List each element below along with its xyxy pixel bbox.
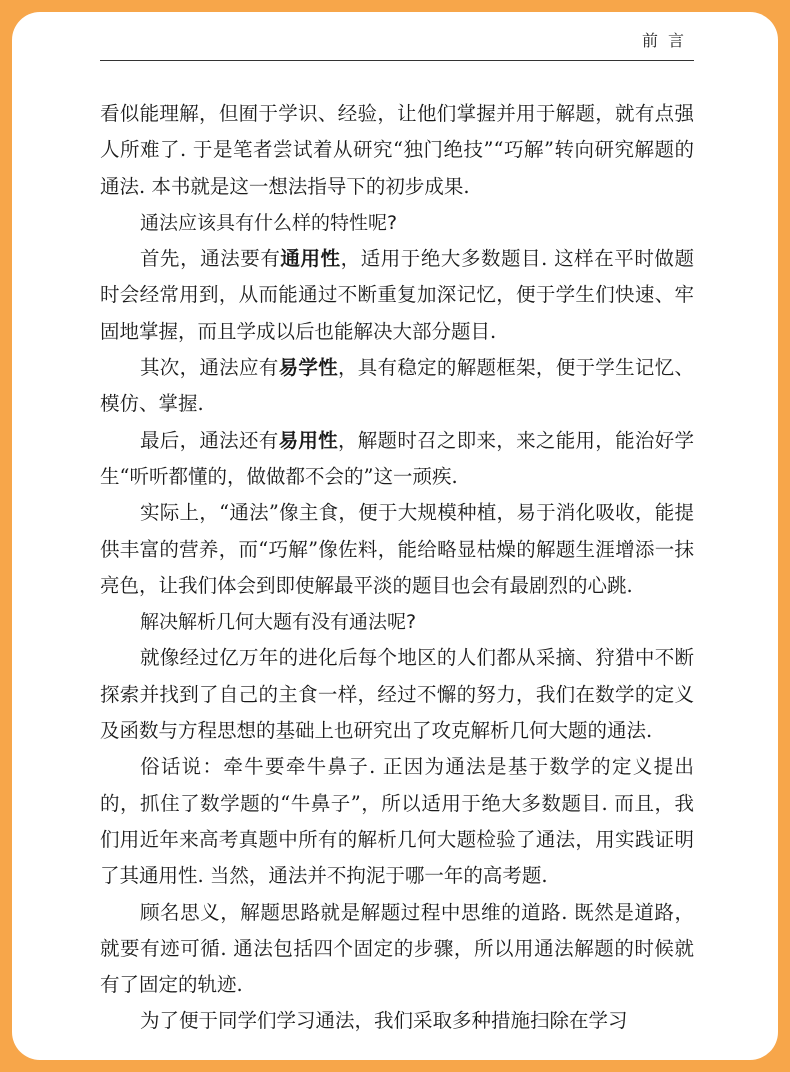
section-header: 前言 (641, 31, 694, 50)
document-page (12, 12, 778, 1060)
paragraph-generality: 首先，通法要有通用性，适用于绝大多数题目. 这样在平时做题时会经常用到，从而能通过不断重复加深记忆，便于学生们快速、牢固地掌握，而且学成以后也能解决大部分题目. (100, 247, 694, 343)
paragraph-proverb: 俗话说：牵牛要牵牛鼻子. 正因为通法是基于数学的定义提出的，抓住了数学题的“牛鼻子”，所以适用于绝大多数题目. 而且，我们用近年来高考真题中所有的解析几何大题检验了通法，用实践证明了其通用性. 当然，通法并不拘泥于哪一年的高考题. (100, 755, 694, 888)
document-body (100, 96, 694, 1040)
header-rule (100, 60, 694, 61)
question-heading-analytic-geometry: 解决解析几何大题有没有通法呢? (140, 611, 417, 634)
paragraph-continuation: 看似能理解，但囿于学识、经验，让他们掌握并用于解题，就有点强人所难了. 于是笔者尝试着从研究“独门绝技”“巧解”转向研究解题的通法. 本书就是这一想法指导下的初步成果. (100, 102, 694, 198)
paragraph-learnability: 其次，通法应有易学性，具有稳定的解题框架，便于学生记忆、模仿、掌握. (100, 356, 694, 416)
paragraph-usability: 最后，通法还有易用性，解题时召之即来，来之能用，能治好学生“听听都懂的，做做都不会的”这一顽疾. (100, 428, 694, 488)
paragraph-evolution: 就像经过亿万年的进化后每个地区的人们都从采摘、狩猎中不断探索并找到了自己的主食一样，经过不懈的努力，我们在数学的定义及函数与方程思想的基础上也研究出了攻克解析几何大题的通法. (100, 646, 694, 743)
term-learnability: 易学性 (278, 356, 338, 380)
paragraph-staple-food: 实际上，“通法”像主食，便于大规模种植，易于消化吸收，能提供丰富的营养，而“巧解”像佐料，能给略显枯燥的解题生涯增添一抹亮色，让我们体会到即使解最平淡的题目也会有最剧烈的心跳. (100, 501, 694, 597)
paragraph-measures: 为了便于同学们学习通法，我们采取多种措施扫除在学习 (140, 1009, 628, 1033)
term-generality: 通用性 (280, 247, 341, 271)
term-usability: 易用性 (278, 428, 338, 452)
question-heading-general-method-traits: 通法应该具有什么样的特性呢? (140, 211, 398, 234)
paragraph-solving-path: 顾名思义，解题思路就是解题过程中思维的道路. 既然是道路，就要有迹可循. 通法包括四个固定的步骤，所以用通法解题的时候就有了固定的轨迹. (100, 900, 694, 997)
